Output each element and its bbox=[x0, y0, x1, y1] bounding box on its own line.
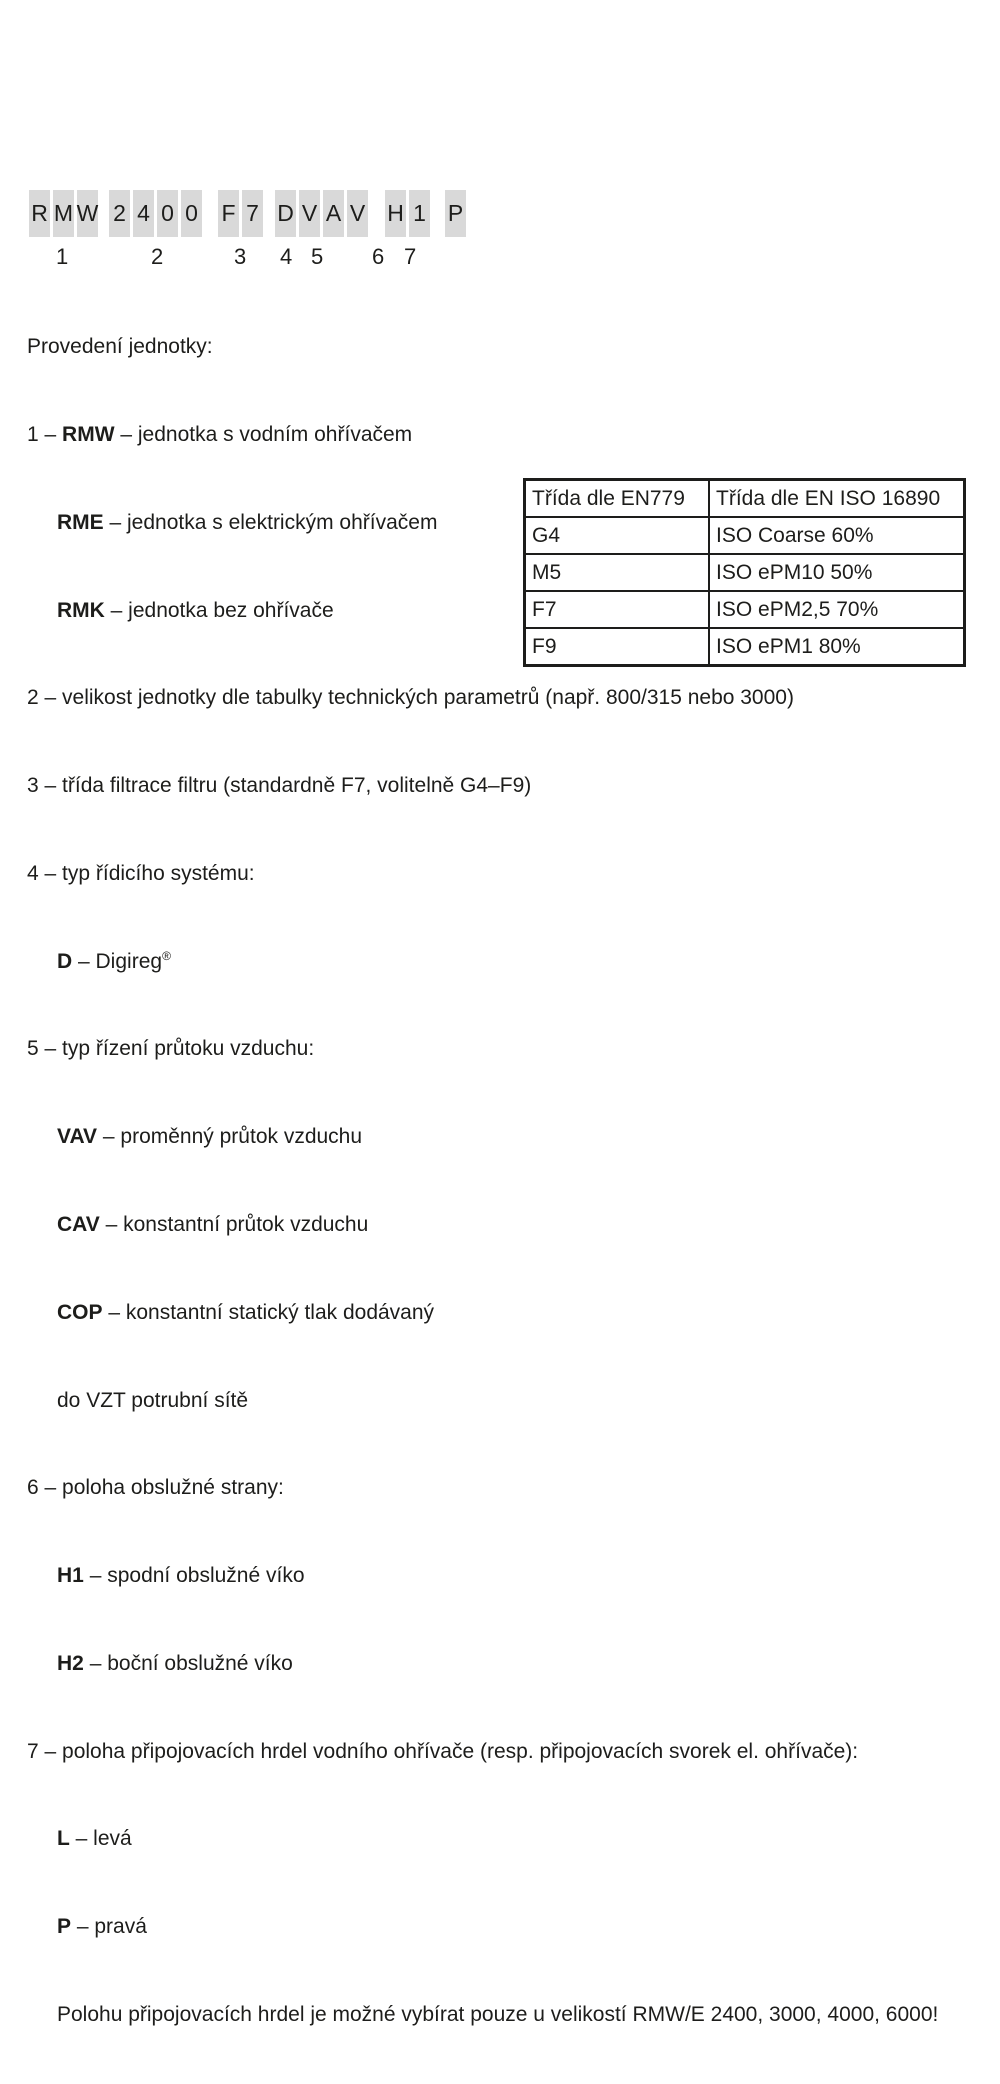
code-char: 0 bbox=[181, 190, 202, 237]
legend-text: – spodní obslužné víko bbox=[83, 1564, 305, 1588]
legend-text: – jednotka s elektrickým ohřívačem bbox=[103, 510, 438, 534]
legend-text: – konstantní statický tlak dodávaný bbox=[102, 1300, 435, 1324]
code-char: 7 bbox=[242, 190, 263, 237]
legend-code: D bbox=[57, 949, 73, 973]
legend-code: RMK bbox=[57, 598, 105, 622]
legend-text: – pravá bbox=[71, 1915, 147, 1939]
code-char: D bbox=[275, 190, 296, 237]
code-group-filter bbox=[218, 190, 263, 237]
legend-text: – jednotka s vodním ohřívačem bbox=[114, 422, 413, 446]
code-char: 4 bbox=[133, 190, 154, 237]
code-char: M bbox=[53, 190, 74, 237]
table-cell: ISO ePM2,5 70% bbox=[709, 591, 965, 628]
legend-code: L bbox=[57, 1827, 70, 1851]
table-row bbox=[525, 517, 965, 554]
legend-prefix: 6 – bbox=[27, 1476, 63, 1500]
position-number: 1 bbox=[56, 244, 69, 269]
legend-code: H1 bbox=[57, 1564, 84, 1588]
table-cell: M5 bbox=[525, 554, 710, 591]
legend-text: poloha obslužné strany: bbox=[62, 1476, 284, 1500]
position-number: 2 bbox=[151, 244, 164, 269]
legend-line bbox=[27, 943, 938, 976]
legend-prefix: 5 – bbox=[27, 1037, 63, 1061]
legend-line bbox=[27, 1645, 938, 1678]
legend-line bbox=[27, 1557, 938, 1590]
product-code bbox=[0, 190, 1000, 237]
table-header-cell: Třída dle EN ISO 16890 bbox=[709, 480, 965, 518]
code-char: A bbox=[323, 190, 344, 237]
legend-line bbox=[27, 1382, 938, 1415]
code-char: 1 bbox=[409, 190, 430, 237]
legend-text: typ řídicího systému: bbox=[62, 861, 255, 885]
code-group-control bbox=[275, 190, 368, 237]
code-char: P bbox=[445, 190, 466, 237]
legend-text: – proměnný průtok vzduchu bbox=[97, 1125, 363, 1149]
legend-text: – boční obslužné víko bbox=[83, 1651, 293, 1675]
legend-prefix: 7 – bbox=[27, 1739, 63, 1763]
position-number: 4 bbox=[280, 244, 293, 269]
legend-line bbox=[27, 328, 938, 361]
legend-line bbox=[27, 1469, 938, 1502]
legend-line bbox=[27, 1996, 938, 2029]
legend-line bbox=[27, 1820, 938, 1853]
code-group-size bbox=[109, 190, 202, 237]
code-char: 2 bbox=[109, 190, 130, 237]
legend-line bbox=[27, 1030, 938, 1063]
code-char: 0 bbox=[157, 190, 178, 237]
code-char: W bbox=[77, 190, 98, 237]
table-header-row bbox=[525, 480, 965, 518]
legend-prefix: 2 – bbox=[27, 686, 63, 710]
legend-prefix: 4 – bbox=[27, 861, 63, 885]
legend-text: – jednotka bez ohřívače bbox=[104, 598, 334, 622]
table-row bbox=[525, 591, 965, 628]
legend-line bbox=[27, 1908, 938, 1941]
legend-line bbox=[27, 1206, 938, 1239]
table-cell: F9 bbox=[525, 628, 710, 666]
table-cell: G4 bbox=[525, 517, 710, 554]
code-char: F bbox=[218, 190, 239, 237]
legend-text: poloha připojovacích hrdel vodního ohřívače (resp. připojovacích svorek el. ohřívače): bbox=[62, 1739, 859, 1763]
legend-text: do VZT potrubní sítě bbox=[57, 1388, 249, 1412]
table-cell: F7 bbox=[525, 591, 710, 628]
legend-line bbox=[27, 855, 938, 888]
legend-prefix: 1 – bbox=[27, 422, 63, 446]
legend-text: velikost jednotky dle tabulky technických parametrů (např. 800/315 nebo 3000) bbox=[62, 686, 794, 710]
filter-class-table bbox=[523, 478, 966, 667]
code-group-unit-type bbox=[29, 190, 98, 237]
position-number: 7 bbox=[404, 244, 417, 269]
code-group-connection-side bbox=[445, 190, 466, 237]
legend-line bbox=[27, 679, 938, 712]
table-cell: ISO Coarse 60% bbox=[709, 517, 965, 554]
registered-mark: ® bbox=[162, 948, 171, 963]
legend-line bbox=[27, 1733, 938, 1766]
legend-code: P bbox=[57, 1915, 72, 1939]
position-numbers bbox=[0, 244, 1000, 270]
position-number: 3 bbox=[234, 244, 247, 269]
legend-text: – Digireg bbox=[72, 949, 163, 973]
table-row bbox=[525, 628, 965, 666]
legend-line bbox=[27, 416, 938, 449]
code-char: R bbox=[29, 190, 50, 237]
legend-code: RME bbox=[57, 510, 104, 534]
code-char: V bbox=[347, 190, 368, 237]
table-cell: ISO ePM1 80% bbox=[709, 628, 965, 666]
code-char: H bbox=[385, 190, 406, 237]
legend-code: H2 bbox=[57, 1651, 84, 1675]
legend-text: třída filtrace filtru (standardně F7, volitelně G4–F9) bbox=[62, 774, 532, 798]
legend-line bbox=[27, 1118, 938, 1151]
legend-text: – konstantní průtok vzduchu bbox=[99, 1213, 369, 1236]
table-header-cell: Třída dle EN779 bbox=[525, 480, 710, 518]
legend-code: VAV bbox=[57, 1125, 98, 1149]
position-number: 6 bbox=[372, 244, 385, 269]
table-cell: ISO ePM10 50% bbox=[709, 554, 965, 591]
legend-code: COP bbox=[57, 1300, 103, 1324]
position-number: 5 bbox=[311, 244, 324, 269]
table-row bbox=[525, 554, 965, 591]
legend-text: – levá bbox=[69, 1827, 132, 1851]
legend-text: Provedení jednotky: bbox=[27, 335, 213, 359]
legend-code: CAV bbox=[57, 1213, 100, 1236]
legend-text: typ řízení průtoku vzduchu: bbox=[62, 1037, 315, 1061]
legend-code: RMW bbox=[62, 422, 115, 446]
legend-line bbox=[27, 1294, 938, 1327]
legend-line bbox=[27, 767, 938, 800]
legend-prefix: 3 – bbox=[27, 774, 63, 798]
code-group-service-side bbox=[385, 190, 430, 237]
code-char: V bbox=[299, 190, 320, 237]
legend-text: Polohu připojovacích hrdel je možné vybírat pouze u velikostí RMW/E 2400, 3000, 4000, 6000! bbox=[57, 2003, 939, 2027]
